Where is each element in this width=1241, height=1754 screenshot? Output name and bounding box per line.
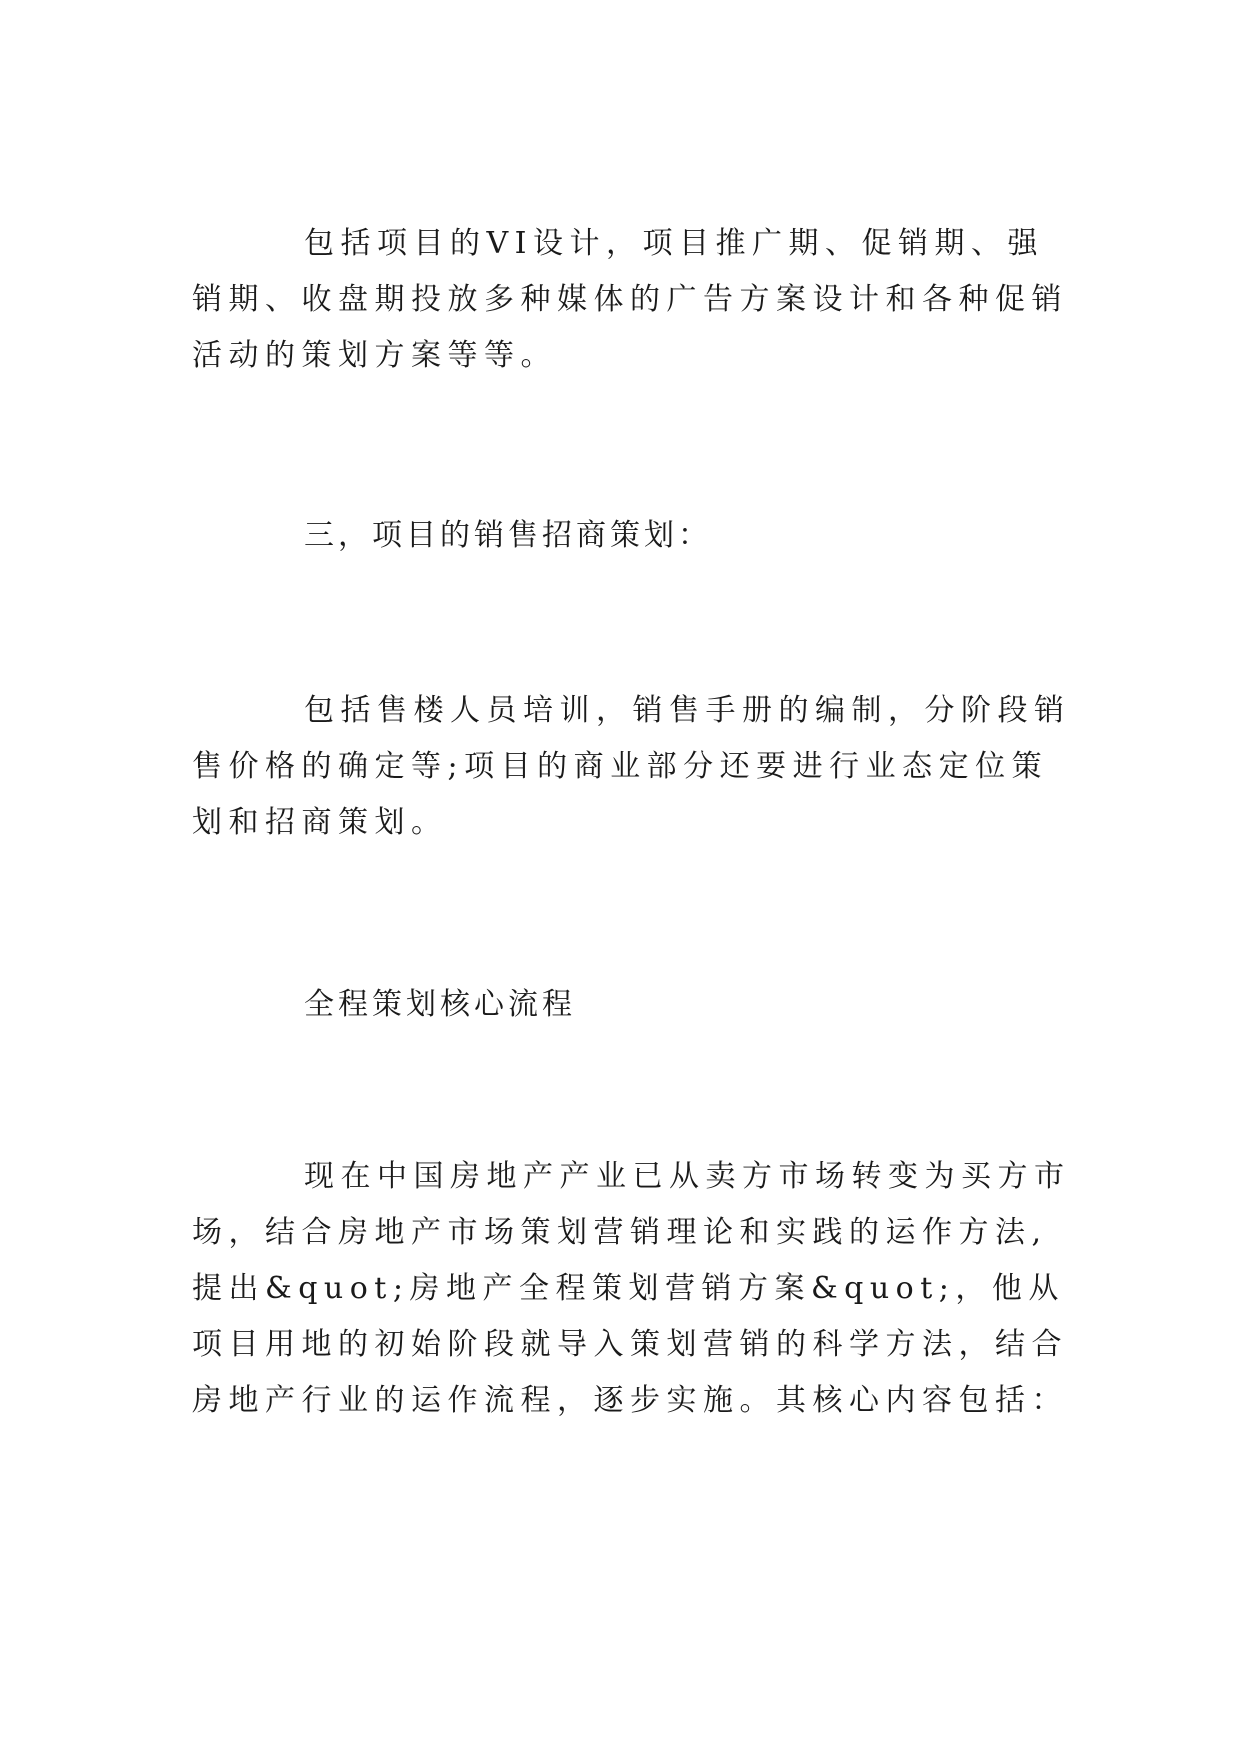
section-heading-core-process: 全程策划核心流程 bbox=[304, 987, 576, 1022]
paragraph-market-overview: 现在中国房地产产业已从卖方市场转变为买方市场，结合房地产市场策划营销理论和实践的运作方法,提出&quot;房地产全程策划营销方案&quot;，他从项目用地的初始阶段就导入策划营销的科学方法，结合房地产行业的运作流程，逐步实施。其核心内容包括： bbox=[192, 1159, 1071, 1418]
paragraph-vi-design: 包括项目的VI设计，项目推广期、促销期、强销期、收盘期投放多种媒体的广告方案设计和各种促销活动的策划方案等等。 bbox=[192, 226, 1068, 373]
section-heading-sales-planning: 三，项目的销售招商策划： bbox=[304, 518, 712, 553]
paragraph-sales-training: 包括售楼人员培训，销售手册的编制，分阶段销售价格的确定等;项目的商业部分还要进行业态定位策划和招商策划。 bbox=[192, 693, 1071, 840]
